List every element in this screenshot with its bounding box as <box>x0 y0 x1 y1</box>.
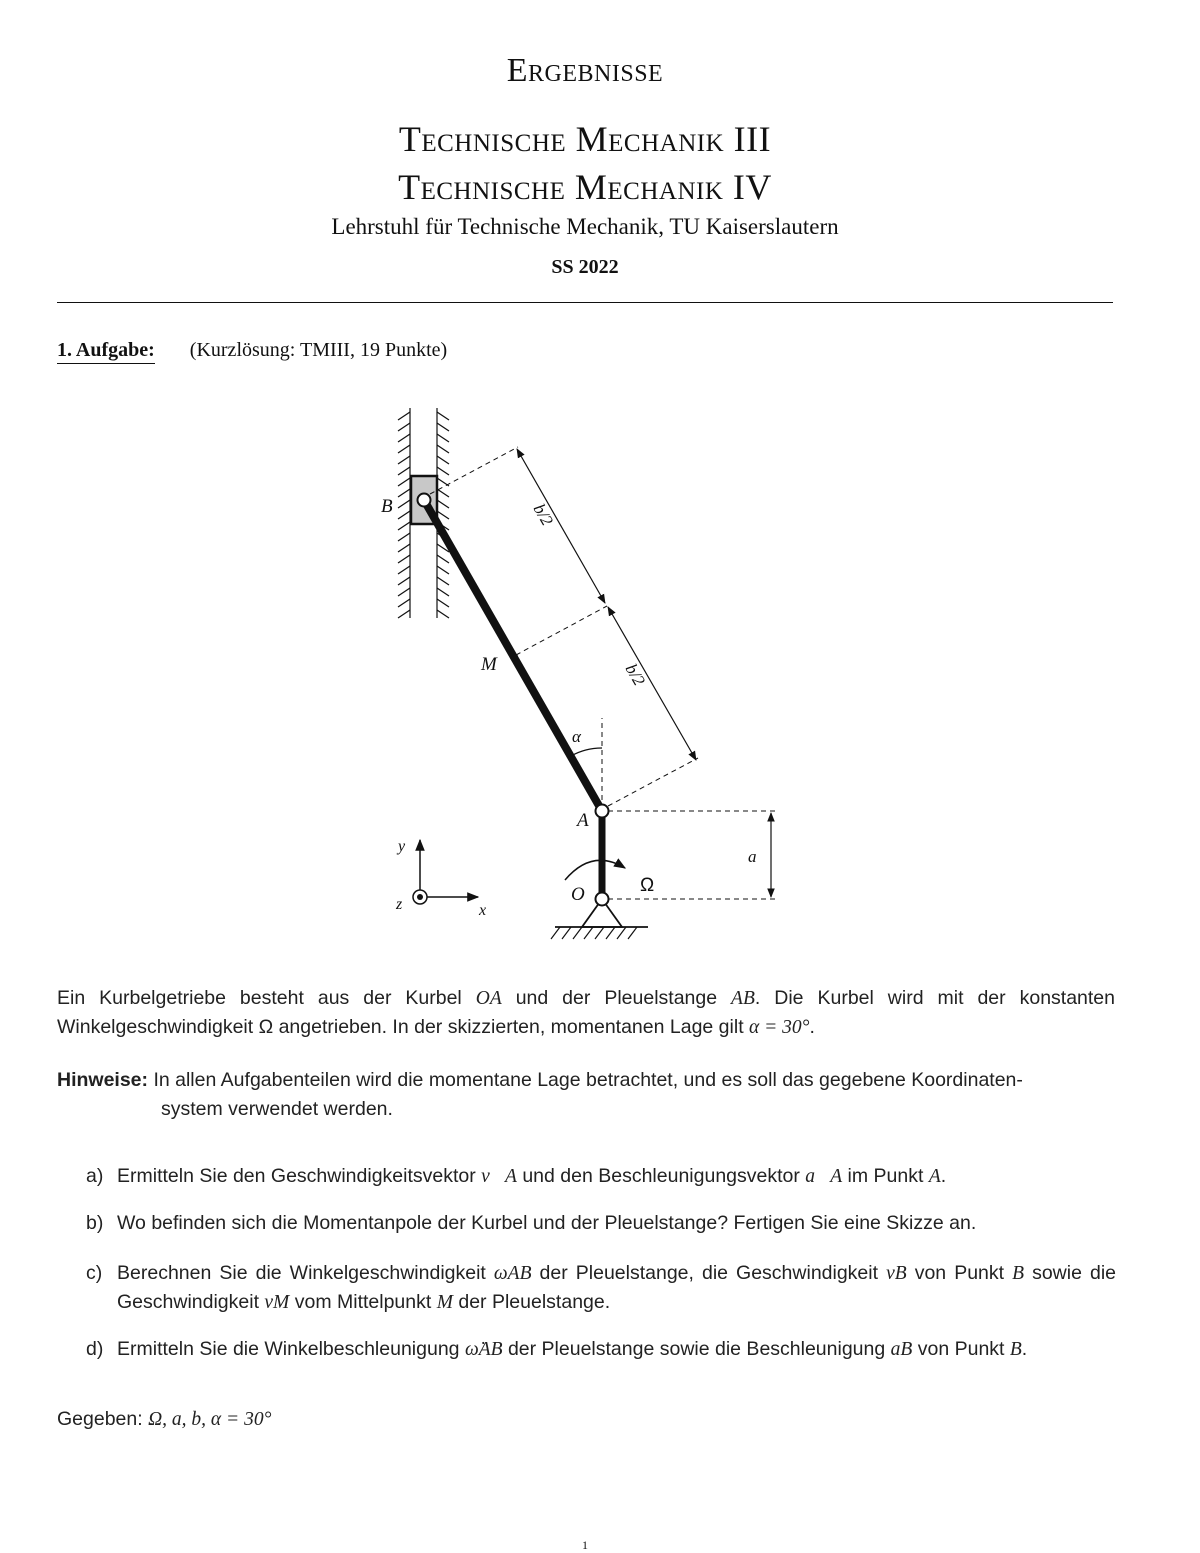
dimension-b-half-top <box>517 449 605 603</box>
joint-O <box>596 893 609 906</box>
label-x: x <box>479 902 487 919</box>
page-number: 1 <box>582 1538 588 1552</box>
task-info: (Kurzlösung: TMIII, 19 Punkte) <box>189 339 448 361</box>
institute: Lehrstuhl für Technische Mechanik, TU Kaiserslautern <box>331 214 839 239</box>
label-M: M <box>481 654 497 675</box>
question-b: b) Wo befinden sich die Momentanpole der Kurbel und der Pleuelstange? Fertigen Sie eine Skizze an. <box>86 1212 977 1234</box>
label-a: a <box>748 847 757 866</box>
course-title-3: Technische Mechanik III <box>398 119 772 159</box>
label-B: B <box>381 496 393 517</box>
label-alpha: α <box>572 727 581 746</box>
label-b-half-bottom: b/2 <box>621 660 649 689</box>
label-y: y <box>398 838 406 855</box>
hint-label: Hinweise: <box>57 1069 149 1091</box>
label-b-half-top: b/2 <box>529 500 557 529</box>
document-title: Ergebnisse <box>506 52 664 89</box>
dimension-b-half-bottom <box>608 607 696 760</box>
angle-alpha-arc <box>571 748 602 756</box>
given-list: Ω, a, b, α = 30° <box>148 1409 272 1430</box>
given-label: Gegeben: <box>57 1408 143 1430</box>
hint-text-cont: system verwendet werden. <box>161 1098 393 1120</box>
label-O: O <box>571 884 585 905</box>
joint-A <box>596 805 609 818</box>
coordinate-system <box>413 840 478 904</box>
point-M <box>510 653 518 661</box>
task-label: 1. Aufgabe: <box>57 339 155 364</box>
question-a: a) Ermitteln Sie den Geschwindigkeitsvektor v⃗A und den Beschleunigungsvektor a⃗A im Punkt A. <box>86 1165 947 1187</box>
label-Omega: Ω <box>640 875 655 896</box>
question-c: c) Berechnen Sie die Winkelgeschwindigkeit ωAB der Pleuelstange, die Geschwindigkeit vB von Punkt B sowie die Geschwindigkeit vM vom Mittelpunkt M der Pleuelstange. <box>86 1262 1117 1313</box>
label-A: A <box>577 810 589 831</box>
joint-B <box>418 494 431 507</box>
ground-hatch <box>551 927 637 939</box>
question-d: d) Ermitteln Sie die Winkelbeschleunigung ω̇AB der Pleuelstange sowie die Beschleunigung aB von Punkt B. <box>86 1338 1028 1360</box>
semester: SS 2022 <box>551 256 619 278</box>
hint-block <box>57 1066 1115 1124</box>
given-values <box>57 1405 271 1434</box>
course-title-4: Technische Mechanik IV <box>398 167 772 207</box>
hint-text: In allen Aufgabenteilen wird die momentane Lage betrachtet, und es soll das gegebene Koordinaten- <box>153 1069 1023 1091</box>
label-z: z <box>396 896 403 913</box>
omega-arrow <box>565 860 625 880</box>
intro-paragraph: Ein Kurbelgetriebe besteht aus der Kurbel OA und der Pleuelstange AB. Die Kurbel wird mit der konstanten Winkelgeschwindigkeit Ω angetrieben. In der skizzierten, momentanen Lage gilt α = 30°. <box>57 987 1116 1038</box>
